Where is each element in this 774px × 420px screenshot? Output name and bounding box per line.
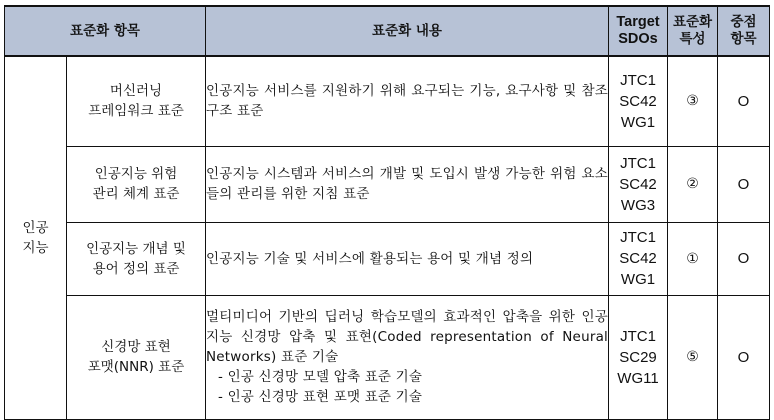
header-item-label: 표준화 항목 (70, 22, 140, 39)
feature-cell (668, 56, 718, 146)
table-row (5, 222, 770, 295)
item-cell (67, 222, 206, 295)
header-sdos-line2: SDOs (618, 31, 658, 47)
sdo-sc: SC42 (619, 250, 657, 267)
feature-cell (668, 222, 718, 295)
sdo-cell (609, 222, 668, 295)
feature-value: ② (686, 176, 699, 192)
key-cell (718, 222, 770, 295)
list-item: - 인공 신경망 표현 포맷 표준 기술 (218, 389, 423, 405)
item-line1: 신경망 표현 (101, 339, 171, 355)
content-cell (206, 295, 609, 419)
content-cell (206, 56, 609, 146)
content-text: 인공지능 기술 및 서비스에 활용되는 용어 및 개념 정의 (206, 250, 534, 267)
header-feature-line2: 특성 (679, 31, 706, 47)
header-feature-line1: 표준화 (672, 14, 713, 30)
item-line1: 인공지능 위험 (94, 166, 178, 182)
item-cell (67, 295, 206, 419)
sdo-cell (609, 56, 668, 146)
sdo-wg: WG1 (620, 113, 656, 131)
key-cell (718, 146, 770, 222)
domain-cell (5, 56, 67, 419)
sdo-wg: WG3 (620, 196, 656, 214)
header-key-line1: 중점 (730, 14, 757, 30)
content-cell (206, 222, 609, 295)
item-cell (67, 56, 206, 146)
domain-line2: 지능 (22, 239, 49, 256)
key-cell (718, 56, 770, 146)
item-line1: 머신러닝 (109, 83, 163, 100)
header-item (5, 6, 206, 56)
header-sdos (609, 6, 668, 56)
sdo-jtc: JTC1 (620, 71, 656, 89)
sdo-wg: WG1 (620, 271, 656, 288)
key-value: O (737, 250, 750, 267)
table-row (5, 146, 770, 222)
content-text: 인공지능 서비스를 지원하기 위해 요구되는 기능, 요구사항 및 참조구조 표준 (206, 83, 608, 120)
header-key-line2: 항목 (730, 31, 757, 47)
item-line2: 관리 체계 표준 (92, 186, 180, 202)
feature-value: ① (686, 250, 699, 267)
header-content (206, 6, 609, 56)
sdo-cell (609, 146, 668, 222)
item-line2: 프레임워크 표준 (88, 103, 184, 120)
item-line1: 인공지능 개념 및 (86, 240, 186, 257)
header-content-label: 표준화 내용 (372, 22, 442, 39)
key-cell (718, 295, 770, 419)
feature-cell (668, 146, 718, 222)
key-value: O (737, 92, 750, 110)
header-feature (668, 6, 718, 56)
sdo-jtc: JTC1 (620, 229, 656, 246)
content-text: 멀티미디어 기반의 딥러닝 학습모델의 효과적인 압축을 위한 인공지능 신경망 압축 및 표현(Coded representation of Neural Networks) 표준 기술 (206, 309, 608, 365)
domain-line1: 인공 (22, 219, 49, 236)
sdo-jtc: JTC1 (620, 154, 656, 172)
feature-value: ⑤ (686, 349, 699, 365)
sdo-jtc: JTC1 (620, 327, 656, 345)
table-row (5, 295, 770, 419)
standards-table (4, 5, 770, 420)
standards-table-wrapper (4, 5, 770, 420)
sdo-sc: SC42 (619, 92, 657, 110)
sdo-sc: SC29 (619, 348, 657, 366)
table-row (5, 56, 770, 146)
feature-value: ③ (686, 93, 699, 110)
header-row (5, 6, 770, 56)
header-sdos-line1: Target (616, 14, 660, 30)
sdo-sc: SC42 (619, 175, 657, 193)
sdo-wg: WG11 (617, 369, 659, 387)
content-text: 인공지능 시스템과 서비스의 개발 및 도입시 발생 가능한 위험 요소들의 관리를 위한 지침 표준 (206, 166, 608, 202)
sub-item-list (206, 367, 608, 407)
sdo-cell (609, 295, 668, 419)
feature-cell (668, 295, 718, 419)
item-line2: 포맷(NNR) 표준 (87, 359, 185, 375)
item-line2: 용어 정의 표준 (92, 260, 180, 277)
list-item: - 인공 신경망 모델 압축 표준 기술 (218, 369, 423, 385)
key-value: O (737, 175, 750, 193)
item-cell (67, 146, 206, 222)
key-value: O (737, 348, 750, 366)
content-cell (206, 146, 609, 222)
header-key (718, 6, 770, 56)
